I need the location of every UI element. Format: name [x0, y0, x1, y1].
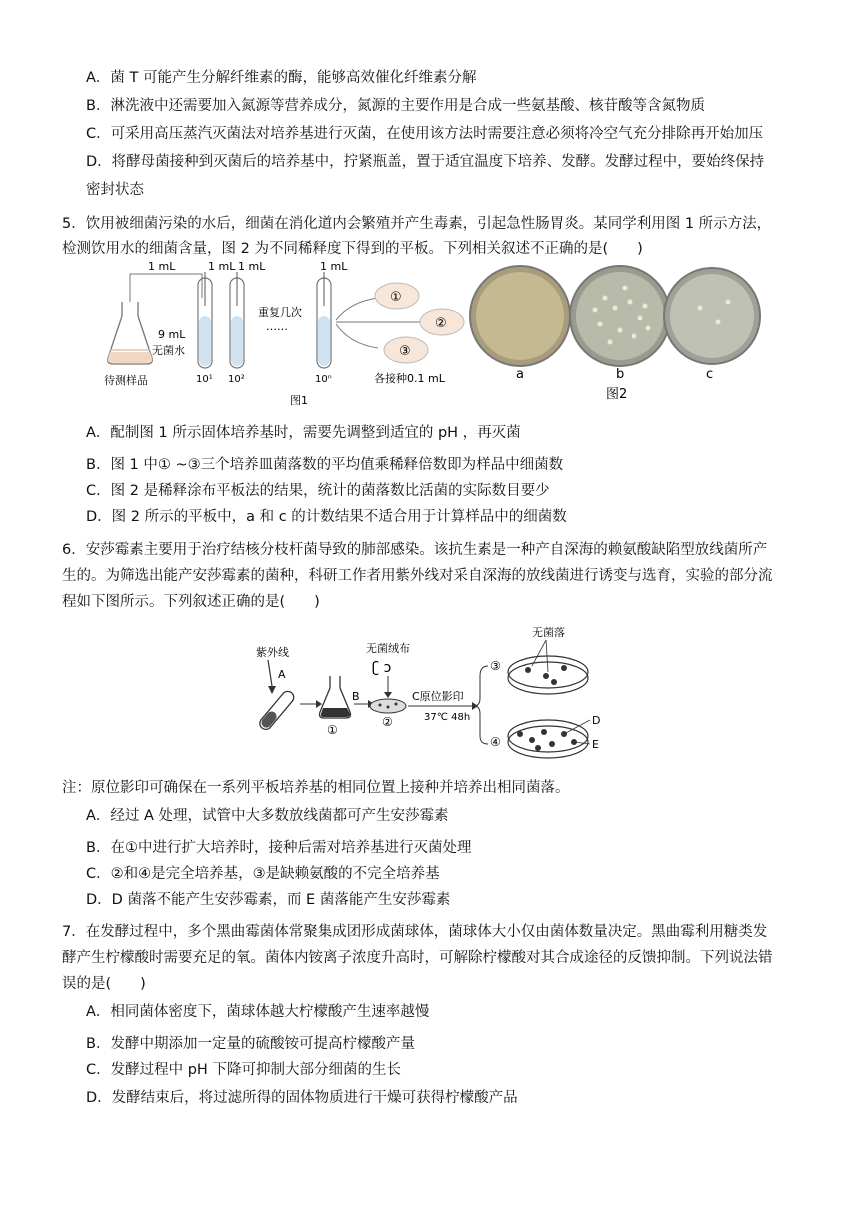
- plate-3: ③: [399, 344, 411, 359]
- q7-stem-line3: 误的是( ): [62, 976, 146, 992]
- plate-2: ②: [435, 316, 447, 331]
- label-no-colony: 无菌落: [532, 626, 565, 639]
- fig2-label-b: b: [616, 367, 625, 382]
- label-n4: ④: [490, 735, 501, 749]
- q4-option-a: A．菌 T 可能产生分解纤维素的酶，能够高效催化纤维素分解: [86, 70, 477, 86]
- label-sterile-water: 无菌水: [152, 344, 185, 357]
- q5-option-d: D．图 2 所示的平板中，a 和 c 的计数结果不适合用于计算样品中的细菌数: [86, 509, 567, 525]
- q7-option-b: B．发酵中期添加一定量的硫酸铵可提高柠檬酸产量: [86, 1036, 415, 1052]
- q5-stem-line2: 检测饮用水的细菌含量，图 2 为不同稀释度下得到的平板。下列相关叙述不正确的是( ): [62, 241, 643, 257]
- label-velvet: 无菌绒布: [366, 642, 410, 655]
- label-10-1: 10¹: [196, 374, 213, 385]
- q6-option-c: C．②和④是完全培养基，③是缺赖氨酸的不完全培养基: [86, 866, 440, 882]
- label-inoculate: 各接种0.1 mL: [374, 372, 445, 385]
- label-9ml: 9 mL: [158, 328, 186, 341]
- fig2-label-c: c: [706, 367, 714, 382]
- label-10-2: 10²: [228, 374, 245, 385]
- q6-stem-line1: 6．安莎霉素主要用于治疗结核分枝杆菌导致的肺部感染。该抗生素是一种产自深海的赖氨酸缺陷型放线菌所产: [62, 542, 768, 558]
- velvet-icon: ʗ ɔ: [372, 660, 392, 676]
- label-10-n: 10ⁿ: [315, 374, 332, 385]
- label-1ml-a: 1 mL: [148, 260, 176, 273]
- q6-stem-line3: 程如下图所示。下列叙述正确的是( ): [62, 594, 320, 610]
- q6-option-b: B．在①中进行扩大培养时，接种后需对培养基进行灭菌处理: [86, 840, 472, 856]
- label-1ml-b: 1 mL: [208, 260, 236, 273]
- label-repeat: 重复几次: [258, 306, 302, 319]
- q6-stem-line2: 生的。为筛选出能产安莎霉素的菌种，科研工作者用紫外线对采自深海的放线菌进行诱变与选育，实验的部分流: [62, 568, 773, 584]
- label-n2: ②: [382, 715, 393, 729]
- q6-figure: [248, 616, 618, 760]
- q7-stem-line1: 7．在发酵过程中，多个黑曲霉菌体常聚集成团形成菌球体，菌球体大小仅由菌体数量决定。黑曲霉利用糖类发: [62, 924, 768, 940]
- q4-option-c: C．可采用高压蒸汽灭菌法对培养基进行灭菌，在使用该方法时需要注意必须将冷空气充分排除再开始加压: [86, 126, 764, 142]
- label-1ml-c: 1 mL: [238, 260, 266, 273]
- q5-stem-line1: 5．饮用被细菌污染的水后，细菌在消化道内会繁殖并产生毒素，引起急性肠胃炎。某同学利用图 1 所示方法，: [62, 216, 772, 232]
- label-sample: 待测样品: [104, 374, 148, 387]
- q5-option-b: B．图 1 中① ~③三个培养皿菌落数的平均值乘稀释倍数即为样品中细菌数: [86, 457, 564, 473]
- q5-option-c: C．图 2 是稀释涂布平板法的结果，统计的菌落数比活菌的实际数目要少: [86, 483, 550, 499]
- q7-option-d: D．发酵结束后，将过滤所得的固体物质进行干燥可获得柠檬酸产品: [86, 1090, 518, 1106]
- label-uv: 紫外线: [256, 646, 289, 659]
- label-dots: ……: [266, 320, 288, 333]
- label-B: B: [352, 690, 360, 703]
- q7-option-a: A．相同菌体密度下，菌球体越大柠檬酸产生速率越慢: [86, 1004, 430, 1020]
- label-D: D: [592, 714, 601, 727]
- label-A: A: [278, 668, 286, 681]
- q5-option-a: A．配制图 1 所示固体培养基时，需要先调整到适宜的 pH ，再灭菌: [86, 425, 521, 441]
- q4-option-d-cont: 密封状态: [86, 182, 144, 198]
- label-cond: 37℃ 48h: [424, 712, 471, 723]
- label-C: C原位影印: [412, 690, 464, 703]
- q6-note: 注：原位影印可确保在一系列平板培养基的相同位置上接种并培养出相同菌落。: [62, 780, 570, 796]
- fig2-label-a: a: [516, 367, 524, 382]
- q5-figure: [100, 258, 714, 413]
- q4-option-d: D．将酵母菌接种到灭菌后的培养基中，拧紧瓶盖，置于适宜温度下培养、发酵。发酵过程中，要始终保持: [86, 154, 765, 170]
- fig2-caption: 图2: [606, 387, 628, 402]
- q6-option-d: D．D 菌落不能产生安莎霉素，而 E 菌落能产生安莎霉素: [86, 892, 451, 908]
- fig1-caption: 图1: [290, 394, 308, 407]
- q7-stem-line2: 酵产生柠檬酸时需要充足的氧。菌体内铵离子浓度升高时，可解除柠檬酸对其合成途径的反馈抑制。下列说法错: [62, 950, 773, 966]
- q6-option-a: A．经过 A 处理，试管中大多数放线菌都可产生安莎霉素: [86, 808, 449, 824]
- label-E: E: [592, 738, 599, 751]
- label-n1: ①: [327, 723, 338, 737]
- plate-1: ①: [390, 290, 402, 305]
- q7-option-c: C．发酵过程中 pH 下降可抑制大部分细菌的生长: [86, 1062, 401, 1078]
- q4-option-b: B．淋洗液中还需要加入氮源等营养成分，氮源的主要作用是合成一些氨基酸、核苷酸等含氮物质: [86, 98, 705, 114]
- label-1ml-d: 1 mL: [320, 260, 348, 273]
- label-n3: ③: [490, 659, 501, 673]
